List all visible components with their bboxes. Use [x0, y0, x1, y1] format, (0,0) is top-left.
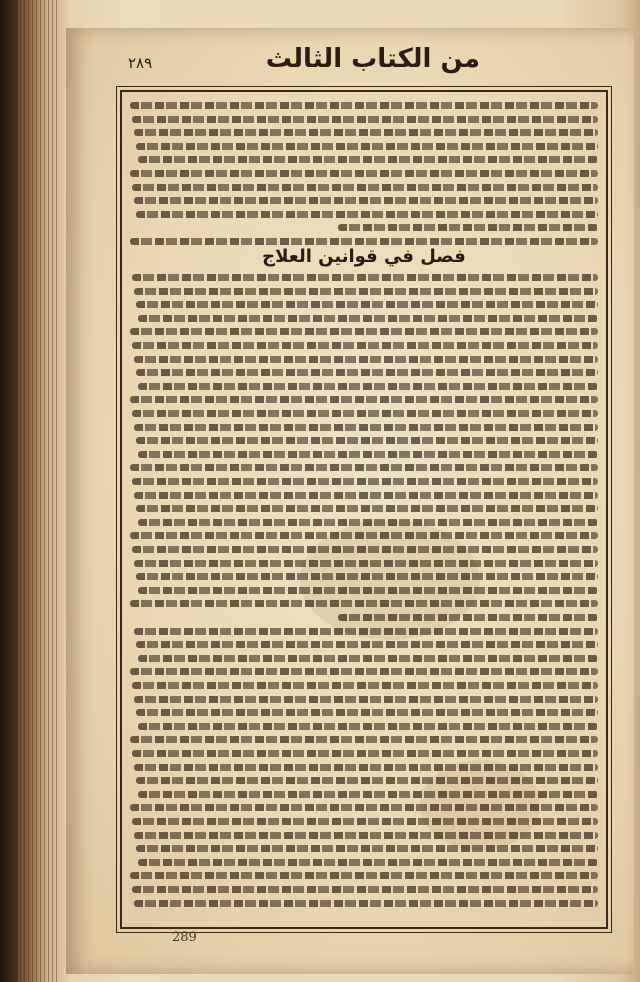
text-line	[134, 356, 598, 363]
text-line	[132, 478, 598, 485]
text-line	[130, 464, 598, 471]
header-page-number: ٢٨٩	[128, 54, 153, 72]
text-line	[138, 519, 598, 526]
text-line	[130, 736, 598, 743]
text-line	[130, 328, 598, 335]
text-line	[134, 424, 598, 431]
text-line	[132, 342, 598, 349]
text-line	[134, 832, 598, 839]
text-line	[132, 818, 598, 825]
text-line	[338, 224, 598, 231]
text-line	[136, 505, 598, 512]
text-line	[136, 641, 598, 648]
text-line	[130, 102, 598, 109]
page-header	[110, 42, 610, 82]
footer-page-number: 289	[172, 930, 197, 945]
section-heading: فصل في قوانين العلاج	[262, 246, 466, 267]
text-line	[138, 383, 598, 390]
text-line	[130, 532, 598, 539]
text-line	[134, 560, 598, 567]
text-line	[130, 170, 598, 177]
text-line	[338, 614, 598, 621]
text-line	[136, 777, 598, 784]
text-line	[138, 451, 598, 458]
text-line	[138, 859, 598, 866]
text-line	[132, 750, 598, 757]
text-line	[136, 845, 598, 852]
text-line	[138, 723, 598, 730]
text-line	[132, 682, 598, 689]
text-line	[132, 116, 598, 123]
text-line	[134, 764, 598, 771]
text-line	[136, 143, 598, 150]
text-line	[130, 396, 598, 403]
text-line	[134, 129, 598, 136]
text-line	[136, 573, 598, 580]
text-line	[138, 315, 598, 322]
text-line	[130, 872, 598, 879]
text-line	[130, 804, 598, 811]
text-line	[134, 288, 598, 295]
text-frame	[120, 90, 608, 929]
text-line	[134, 628, 598, 635]
text-line	[136, 437, 598, 444]
text-line	[138, 655, 598, 662]
text-line	[134, 492, 598, 499]
text-line	[136, 369, 598, 376]
text-line	[130, 238, 598, 245]
book-spine	[0, 0, 18, 982]
text-line	[132, 274, 598, 281]
text-line	[134, 900, 598, 907]
text-line	[138, 156, 598, 163]
text-line	[132, 546, 598, 553]
text-line	[130, 600, 598, 607]
text-block	[130, 98, 598, 918]
text-line	[134, 696, 598, 703]
text-line	[136, 211, 598, 218]
text-line	[138, 791, 598, 798]
text-line	[132, 410, 598, 417]
running-title: من الكتاب الثالث	[265, 44, 480, 74]
text-line	[130, 668, 598, 675]
text-line	[132, 886, 598, 893]
text-line	[136, 709, 598, 716]
text-line	[134, 197, 598, 204]
text-line	[136, 301, 598, 308]
text-line	[138, 587, 598, 594]
text-line	[132, 184, 598, 191]
